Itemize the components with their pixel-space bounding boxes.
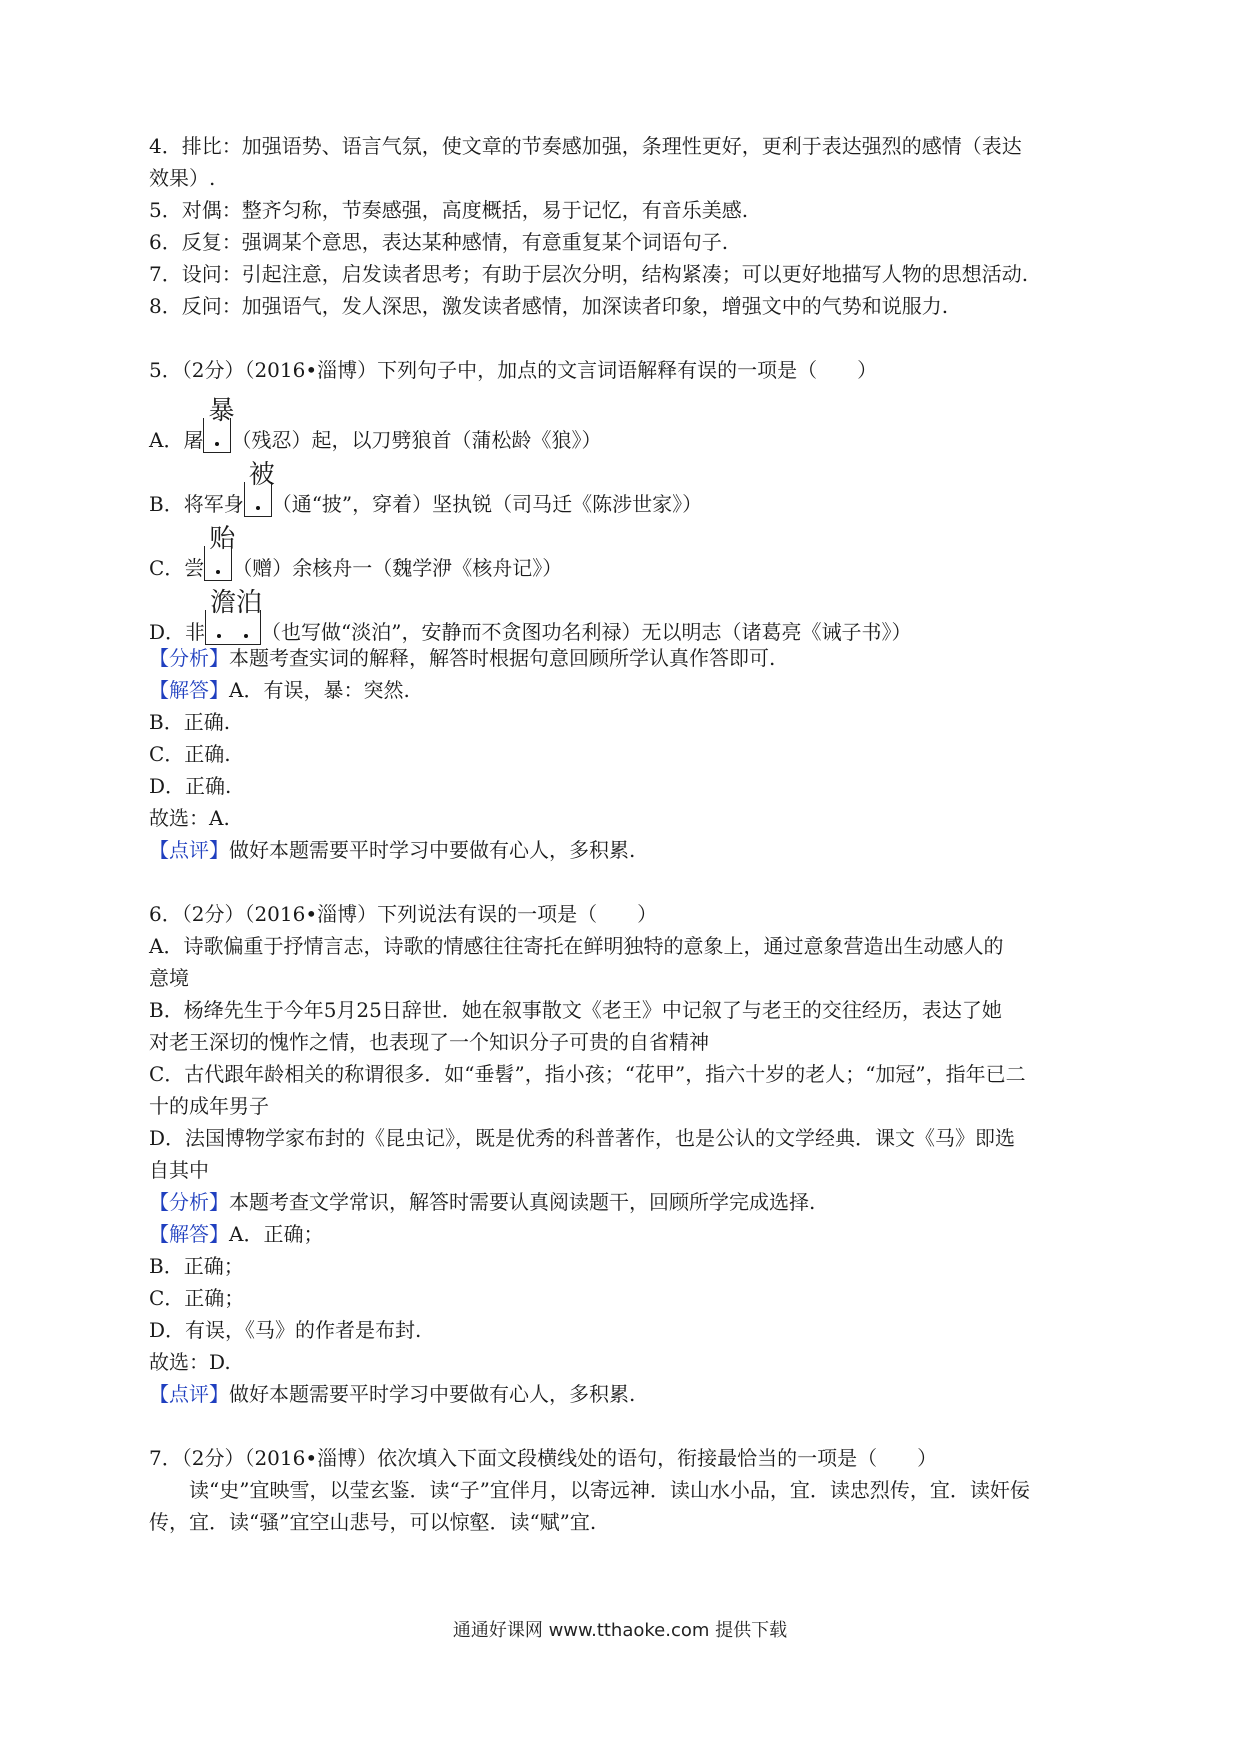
q6-line: D．法国博物学家布封的《昆虫记》，既是优秀的科普著作，也是公认的文学经典．课文《马》即选 (149, 1126, 1016, 1150)
q7-stem: 7．（2分）（2016•淄博）依次填入下面文段横线处的语句，衔接最恰当的一项是（ ） (149, 1446, 938, 1470)
emphasis-dot (244, 634, 248, 638)
comment-text: 做好本题需要平时学习中要做有心人，多积累. (229, 838, 636, 862)
answer-tag: 【解答】 (149, 1222, 229, 1246)
emphasis-dot (216, 570, 220, 574)
comment-text: 做好本题需要平时学习中要做有心人，多积累. (229, 1382, 636, 1406)
q5-stem: 5．（2分）（2016•淄博）下列句子中，加点的文言词语解释有误的一项是（ ） (149, 358, 878, 382)
rhetoric-line: 6．反复：强调某个意思，表达某种感情，有意重复某个词语句子. (149, 230, 729, 254)
q5-option-b (149, 460, 703, 520)
answer-text: A．正确； (229, 1222, 324, 1246)
q6-stem: 6．（2分）（2016•淄博）下列说法有误的一项是（ ） (149, 902, 658, 926)
answer-line: B．正确. (149, 710, 231, 734)
answer-line: 故选：A. (149, 806, 230, 830)
q7-passage-line: 读“史”宜映雪，以莹玄鉴．读“子”宜伴月，以寄远神．读山水小品，宜．读忠烈传，宜．读奸佞 (189, 1478, 1030, 1502)
q6-line: 意境 (149, 966, 189, 990)
answer-line: D．正确. (149, 774, 232, 798)
q5-comment (149, 834, 1109, 866)
comment-tag: 【点评】 (149, 1382, 229, 1406)
answer-tag: 【解答】 (149, 678, 229, 702)
q6-line: B．杨绛先生于今年5月25日辞世．她在叙事散文《老王》中记叙了与老王的交往经历，表达了她 (149, 998, 1002, 1022)
q7-passage-line: 传，宜．读“骚”宜空山悲号，可以惊壑．读“赋”宜. (149, 1510, 597, 1534)
q6-line: A．诗歌偏重于抒情言志，诗歌的情感往往寄托在鲜明独特的意象上，通过意象营造出生动感人的 (149, 934, 1004, 958)
answer-line: C．正确； (149, 1286, 245, 1310)
dotted-word-box (244, 460, 275, 517)
answer-text: A．有误，暴：突然. (229, 678, 410, 702)
dotted-word: 贻 (209, 524, 236, 554)
answer-line: C．正确. (149, 742, 231, 766)
rhetoric-line: 8．反问：加强语气，发人深思，激发读者感情，加深读者印象，增强文中的气势和说服力. (149, 294, 949, 318)
q5-answer (149, 674, 1109, 706)
q5-option-a (149, 396, 602, 456)
analysis-tag: 【分析】 (149, 646, 229, 670)
q6-line: 自其中 (149, 1158, 209, 1182)
q5-analysis (149, 642, 1109, 674)
dotted-word-box (203, 396, 235, 453)
q6-answer (149, 1218, 1109, 1250)
q5-option-c (149, 524, 563, 584)
comment-tag: 【点评】 (149, 838, 229, 862)
option-suffix: （也写做“淡泊”，安静而不贪图功名利禄）无以明志（诸葛亮《诫子书》） (261, 620, 912, 644)
option-prefix: A．屠 (149, 428, 204, 452)
analysis-tag: 【分析】 (149, 1190, 229, 1214)
rhetoric-line: 5．对偶：整齐匀称，节奏感强，高度概括，易于记忆，有音乐美感. (149, 198, 749, 222)
q6-line: 对老王深切的愧怍之情，也表现了一个知识分子可贵的自省精神 (149, 1030, 709, 1054)
emphasis-dot (217, 634, 221, 638)
q6-line: 十的成年男子 (149, 1094, 269, 1118)
option-suffix: （残忍）起，以刀劈狼首（蒲松龄《狼》） (231, 428, 602, 452)
answer-line: 故选：D. (149, 1350, 231, 1374)
rhetoric-line: 7．设问：引起注意，启发读者思考；有助于层次分明，结构紧凑；可以更好地描写人物的思想活动. (149, 262, 1029, 286)
analysis-text: 本题考查文学常识，解答时需要认真阅读题干，回顾所学完成选择. (229, 1190, 816, 1214)
dotted-word: 澹泊 (210, 588, 263, 618)
answer-line: D．有误，《马》的作者是布封. (149, 1318, 422, 1342)
dotted-word: 被 (248, 460, 275, 490)
rhetoric-line: 4．排比：加强语势、语言气氛，使文章的节奏感加强，条理性更好，更利于表达强烈的感情（表达 (149, 134, 1022, 158)
dotted-word: 暴 (208, 396, 235, 426)
analysis-text: 本题考查实词的解释，解答时根据句意回顾所学认真作答即可. (229, 646, 776, 670)
answer-line: B．正确； (149, 1254, 244, 1278)
q6-comment (149, 1378, 1109, 1410)
dotted-word-box (204, 524, 236, 581)
page-footer: 通通好课网 www.tthaoke.com 提供下载 (452, 1620, 788, 1641)
option-prefix: B．将军身 (149, 492, 244, 516)
emphasis-dot (256, 506, 260, 510)
dotted-word-box (205, 588, 263, 645)
rhetoric-line: 效果）. (149, 166, 216, 190)
option-prefix: D．非 (149, 620, 206, 644)
q6-analysis (149, 1186, 1109, 1218)
q6-line: C．古代跟年龄相关的称谓很多．如“垂髫”，指小孩；“花甲”，指六十岁的老人；“加冠”，指年已二 (149, 1062, 1026, 1086)
emphasis-dot (215, 442, 219, 446)
option-suffix: （通“披”，穿着）坚执锐（司马迁《陈涉世家》） (271, 492, 703, 516)
option-prefix: C．尝 (149, 556, 205, 580)
option-suffix: （赠）余核舟一（魏学洢《核舟记》） (232, 556, 563, 580)
